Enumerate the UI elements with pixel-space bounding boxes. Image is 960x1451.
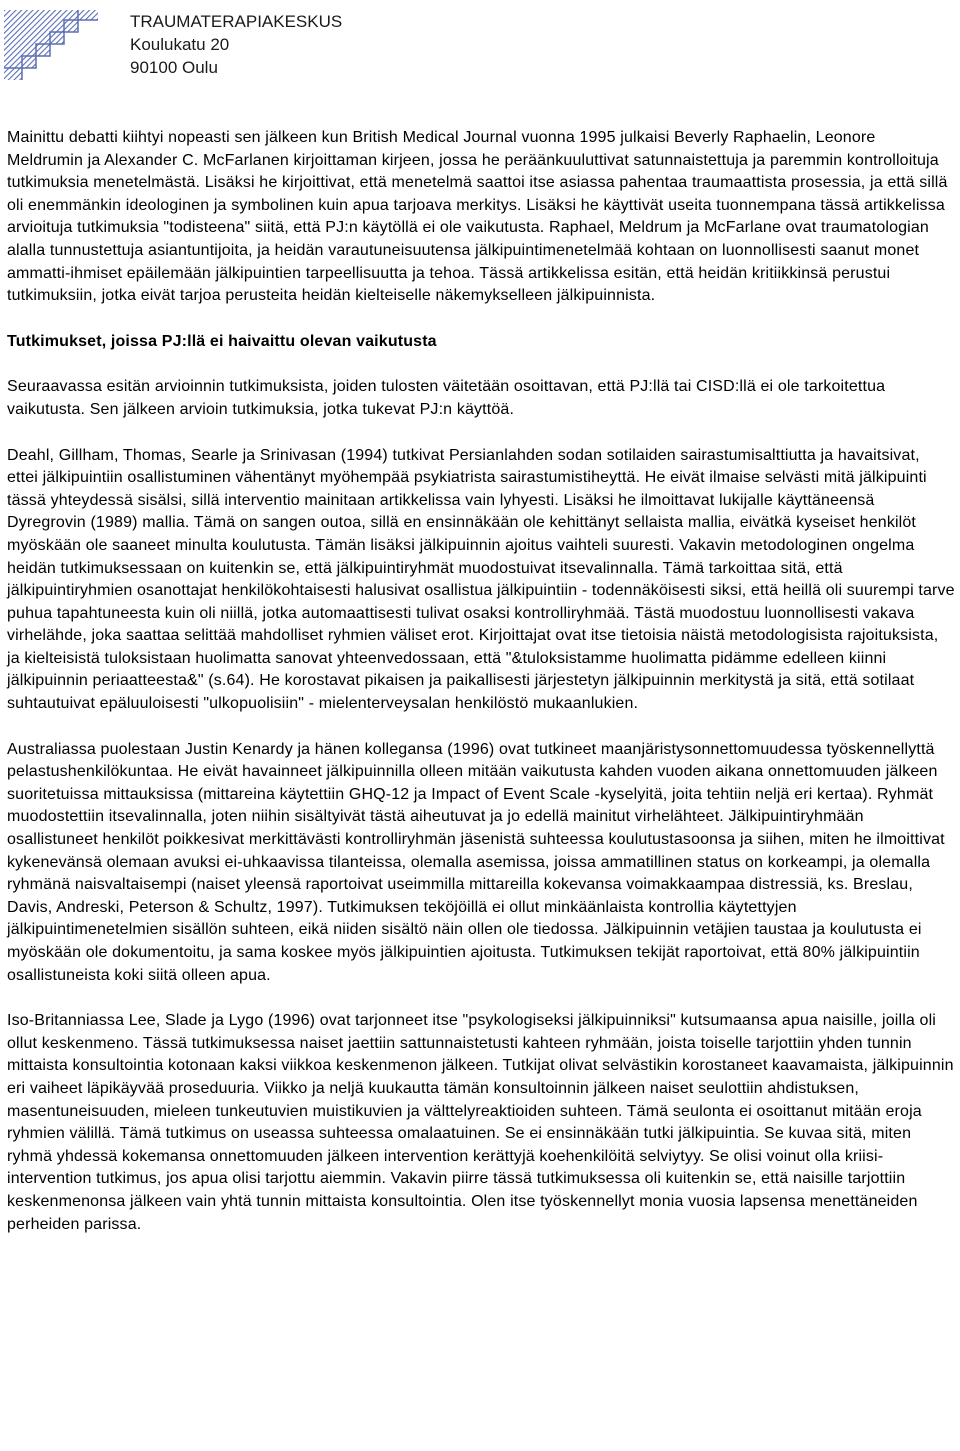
lee-paragraph: Iso-Britanniassa Lee, Slade ja Lygo (1996) ovat tarjonneet itse "psykologiseksi jälkipuinniksi" kutsumaansa apua naisille, joilla oli ollut keskenmeno. Tässä tutkimuksessa naiset jaettiin sattunnaistetusti kahteen ryhmään, joista toiselle tarjottiin yhden tunnin mittaista konsultointia kotonaan kaksi viikkoa keskenmenon jälkeen. Tutkijat olivat selvästikin korostaneet kaavamaista, jälkipuinnin eri vaiheet läpikäyvää proseduuria. Viikko ja neljä kuukautta tämän konsultoinnin jälkeen naiset seulottiin ahdistuksen, masentuneisuuden, mieleen tunkeutuvien muistikuvien ja välttelyreaktioiden suhteen. Tämä seulonta ei osoittanut mitään eroja ryhmien välillä. Tämä tutkimus on useassa suhteessa omalaatuinen. Se ei ensinnäkään tutki jälkipuintia. Se kuvaa sitä, miten ryhmä yhdessä kokemansa onnettomuuden jälkeen intervention kerättyjä koehenkilöitä selviytyy. Se olisi voinut olla kriisi-intervention tutkimus, jos apua olisi tarjottu aiemmin. Vakavin piirre tässä tutkimuksessa oli kuitenkin se, että naisille tarjottiin keskenmenonsa jälkeen vain yhtä tunnin mittaista konsultointia. Olen itse työskennellyt monia vuosia lapsensa menettäneiden perheiden parissa.: [7, 1012, 954, 1233]
intro-paragraph: Mainittu debatti kiihtyi nopeasti sen jälkeen kun British Medical Journal vuonna 1995 julkaisi Beverly Raphaelin, Leonore Meldrumin ja Alexander C. McFarlanen kirjoittaman kirjeen, jossa he peräänkuuluttivat satunnaistettuja ja paremmin kontrolloituja tutkimuksia menetelmästä. Lisäksi he kirjoittivat, että menetelmä saattoi itse asiassa pahentaa traumaattista prosessia, ja että sillä oli enemmänkin ideologinen ja symbolinen kuin apua tarjoava merkitys. Lisäksi he käyttivät useita tuonnempana tässä artikkelissa arvioituja tutkimuksia "todisteena" siitä, että PJ:n käytöllä ei ole vaikutusta. Raphael, Meldrum ja McFarlane ovat traumatologian alalla tunnustettuja asiantuntijoita, ja heidän varautuneisuutensa jälkipuintimenetelmää kohtaan on luonnollisesti saanut monet ammatti-ihmiset epäilemään jälkipuintien tarpeellisuutta ja tehoa. Tässä artikkelissa esitän, että heidän kritiikkinsä perustui tutkimuksiin, jotka eivät tarjoa perusteita heidän kielteiselle näkemykselleen jälkipuinnista.: [7, 129, 948, 305]
section-intro-paragraph: Seuraavassa esitän arvioinnin tutkimuksista, joiden tulosten väitetään osoittavan, että PJ:llä tai CISD:llä ei ole tarkoitettua vaikutusta. Sen jälkeen arvioin tutkimuksia, jotka tukevat PJ:n käyttöä.: [7, 378, 886, 418]
organization-name: TRAUMATERAPIAKESKUS: [130, 12, 343, 31]
street-address: Koulukatu 20: [130, 35, 230, 54]
deahl-paragraph: Deahl, Gillham, Thomas, Searle ja Srinivasan (1994) tutkivat Persianlahden sodan sotilaiden sairastumisalttiutta ja havaitsivat, ettei jälkipuintiin osallistuminen vähentänyt myöhempää psykiatrista sairastumistiheyttä. He eivät ilmaise selvästi mitä jälkipuinti tässä yhteydessä sisälsi, sillä interventio mainitaan artikkelissa vain lyhyesti. Lisäksi he ilmoittavat lukijalle käyttäneensä Dyregrovin (1989) mallia. Tämä on sangen outoa, sillä en ensinnäkään ole kehittänyt sellaista mallia, eivätkä kyseiset henkilöt myöskään ole saaneet minulta koulutusta. Tämän lisäksi jälkipuinnin ajoitus vaihteli suuresti. Vakavin metodologinen ongelma heidän tutkimuksessaan on kuitenkin se, että jälkipuintiryhmät muodostuivat itsevalinnalla. Tämä tarkoittaa sitä, että jälkipuintiryhmien osanottajat henkilökohtaisesti halusivat osallistua jälkipuintiin - todennäköisesti siksi, että heillä oli suurempi tarve puhua tapahtuneesta kuin oli niillä, jotka automaattisesti tulivat osaksi kontrolliryhmää. Tästä muodostuu luonnollisesti vakava virhelähde, joka saattaa selittää mahdolliset ryhmien väliset erot. Kirjoittajat ovat itse tietoisia näistä metodologisista rajoituksista, ja kielteisistä tuloksistaan huolimatta sanovat yhteenvedossaan, että "&tuloksistamme huolimatta pidämme edelleen kiinni jälkipuinnin periaatteesta&" (s.64). He korostavat pikaisen ja paikallisesti järjestetyn jälkipuinnin merkitystä ja sitä, että sotilaat suhtautuivat epäluuloisesti "ulkopuolisiin" - mielenterveysalan henkilöstö mukaanlukien.: [7, 446, 955, 713]
postal-address: 90100 Oulu: [130, 58, 218, 77]
staircase-logo-icon: [4, 10, 98, 80]
header-address: [130, 10, 342, 79]
section-heading: Tutkimukset, joissa PJ:llä ei haivaittu olevan vaikutusta: [7, 332, 437, 350]
document-body: [7, 127, 955, 1236]
kenardy-paragraph: Australiassa puolestaan Justin Kenardy ja hänen kollegansa (1996) ovat tutkineet maanjäristysonnettomuudessa työskennellyttä pelastushenkilökuntaa. He eivät havainneet jälkipuinnilla olleen mitään vaikutusta kahden vuoden aikana onnettomuuden jälkeen suoritetuissa mittauksissa (mittareina käytettiin GHQ-12 ja Impact of Event Scale -kyselyitä, joita tehtiin neljä eri kertaa). Ryhmät muodostettiin itsevalinnalla, joten niihin sisältyivät tästä aiheutuvat ja jo edellä mainitut virhelähteet. Jälkipuintiryhmään osallistuneet henkilöt poikkesivat merkittävästi kontrolliryhmän jäsenistä suhteessa koulutustasoonsa ja siihen, miten he ilmoittivat kykenevänsä olemaan avuksi ei-uhkaavissa tilanteissa, olemalla asemissa, joissa ammatillinen status on korkeampi, ja olemalla ryhmänä naisvaltaisempi (naiset yleensä raportoivat useimmilla mittareilla kokevansa voimakkaampaa distressiä, ks. Breslau, Davis, Andreski, Peterson & Schultz, 1997). Tutkimuksen teköjöillä ei ollut minkäänlaista kontrollia käytettyjen jälkipuintimenetelmien sisällön suhteen, eikä niiden sisältö näin ollen ole tiedossa. Jälkipuinnin vetäjien taustaa ja koulutusta ei myöskään ole dokumentoitu, ja sama koskee myös jälkipuintien ajoitusta. Tutkimuksen tekijät raportoivat, että 80% jälkipuintiin osallistuneista koki siitä olleen apua.: [7, 740, 945, 984]
